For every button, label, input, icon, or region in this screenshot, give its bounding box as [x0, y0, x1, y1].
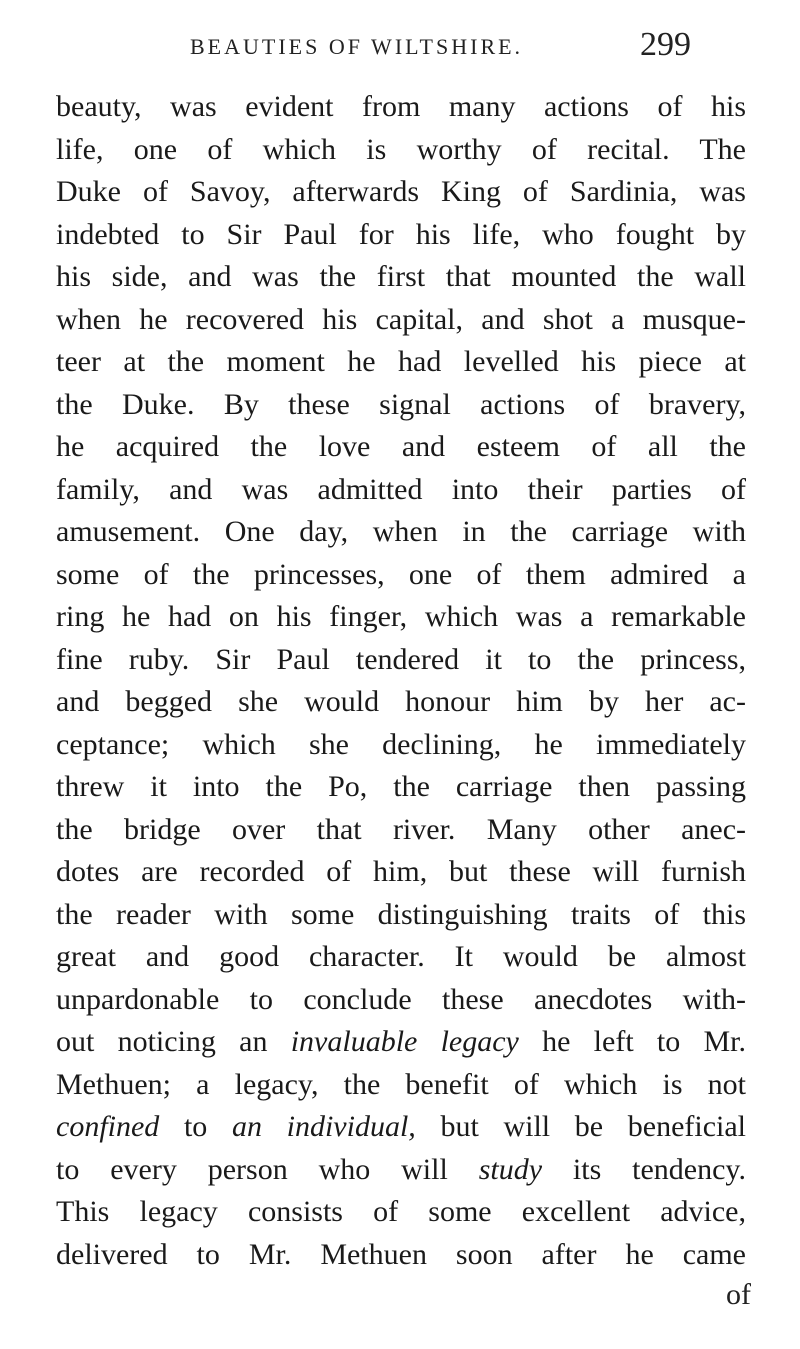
text-line: the bridge over that river. Many other anec- — [56, 812, 746, 846]
text-line: Methuen; a legacy, the benefit of which is not — [56, 1067, 746, 1101]
italic-phrase: invaluable legacy — [290, 1025, 519, 1058]
body-text — [56, 86, 746, 1276]
text-line: dotes are recorded of him, but these will furnish — [56, 855, 746, 888]
text-line: some of the princesses, one of them admired a — [56, 557, 746, 591]
text-line: beauty, was evident from many actions of his — [56, 90, 746, 123]
text-line: and begged she would honour him by her ac- — [56, 685, 746, 718]
running-title: BEAUTIES OF WILTSHIRE. — [190, 34, 524, 59]
text-line: great and good character. It would be almost — [56, 940, 746, 973]
text-line: he acquired the love and esteem of all the — [56, 430, 746, 463]
text-line: delivered to Mr. Methuen soon after he came — [56, 1237, 746, 1271]
italic-phrase: confined — [56, 1110, 160, 1143]
text-line: unpardonable to conclude these anecdotes with- — [56, 982, 746, 1016]
text-line: teer at the moment he had levelled his piece at — [56, 345, 746, 378]
text-line: when he recovered his capital, and shot a musque- — [56, 302, 746, 336]
text-line: amusement. One day, when in the carriage with — [56, 515, 746, 548]
text-line: his side, and was the first that mounted the wall — [56, 260, 746, 293]
text-line: to every person who will study its tendency. — [56, 1152, 746, 1186]
text-line: confined to an individual, but will be beneficial — [56, 1110, 747, 1143]
italic-phrase: an individual, — [231, 1110, 416, 1143]
text-line: fine ruby. Sir Paul tendered it to the princess, — [56, 642, 746, 676]
text-line: family, and was admitted into their parties of — [56, 472, 746, 506]
text-line: ring he had on his finger, which was a remarkable — [56, 600, 746, 633]
text-line: out noticing an invaluable legacy he left to Mr. — [56, 1025, 746, 1058]
page-number: 299 — [640, 26, 691, 63]
text-line: This legacy consists of some excellent advice, — [56, 1195, 746, 1228]
text-line: threw it into the Po, the carriage then passing — [56, 770, 746, 803]
catchword: of — [726, 1278, 751, 1311]
text-line: ceptance; which she declining, he immediately — [56, 727, 746, 761]
text-line: the reader with some distinguishing traits of this — [56, 897, 746, 931]
text-line: the Duke. By these signal actions of bravery, — [56, 387, 746, 421]
text-line: life, one of which is worthy of recital. The — [56, 132, 746, 166]
italic-phrase: study — [478, 1152, 543, 1186]
text-line: indebted to Sir Paul for his life, who fought by — [56, 217, 746, 251]
text-line: Duke of Savoy, afterwards King of Sardinia, was — [56, 175, 746, 208]
